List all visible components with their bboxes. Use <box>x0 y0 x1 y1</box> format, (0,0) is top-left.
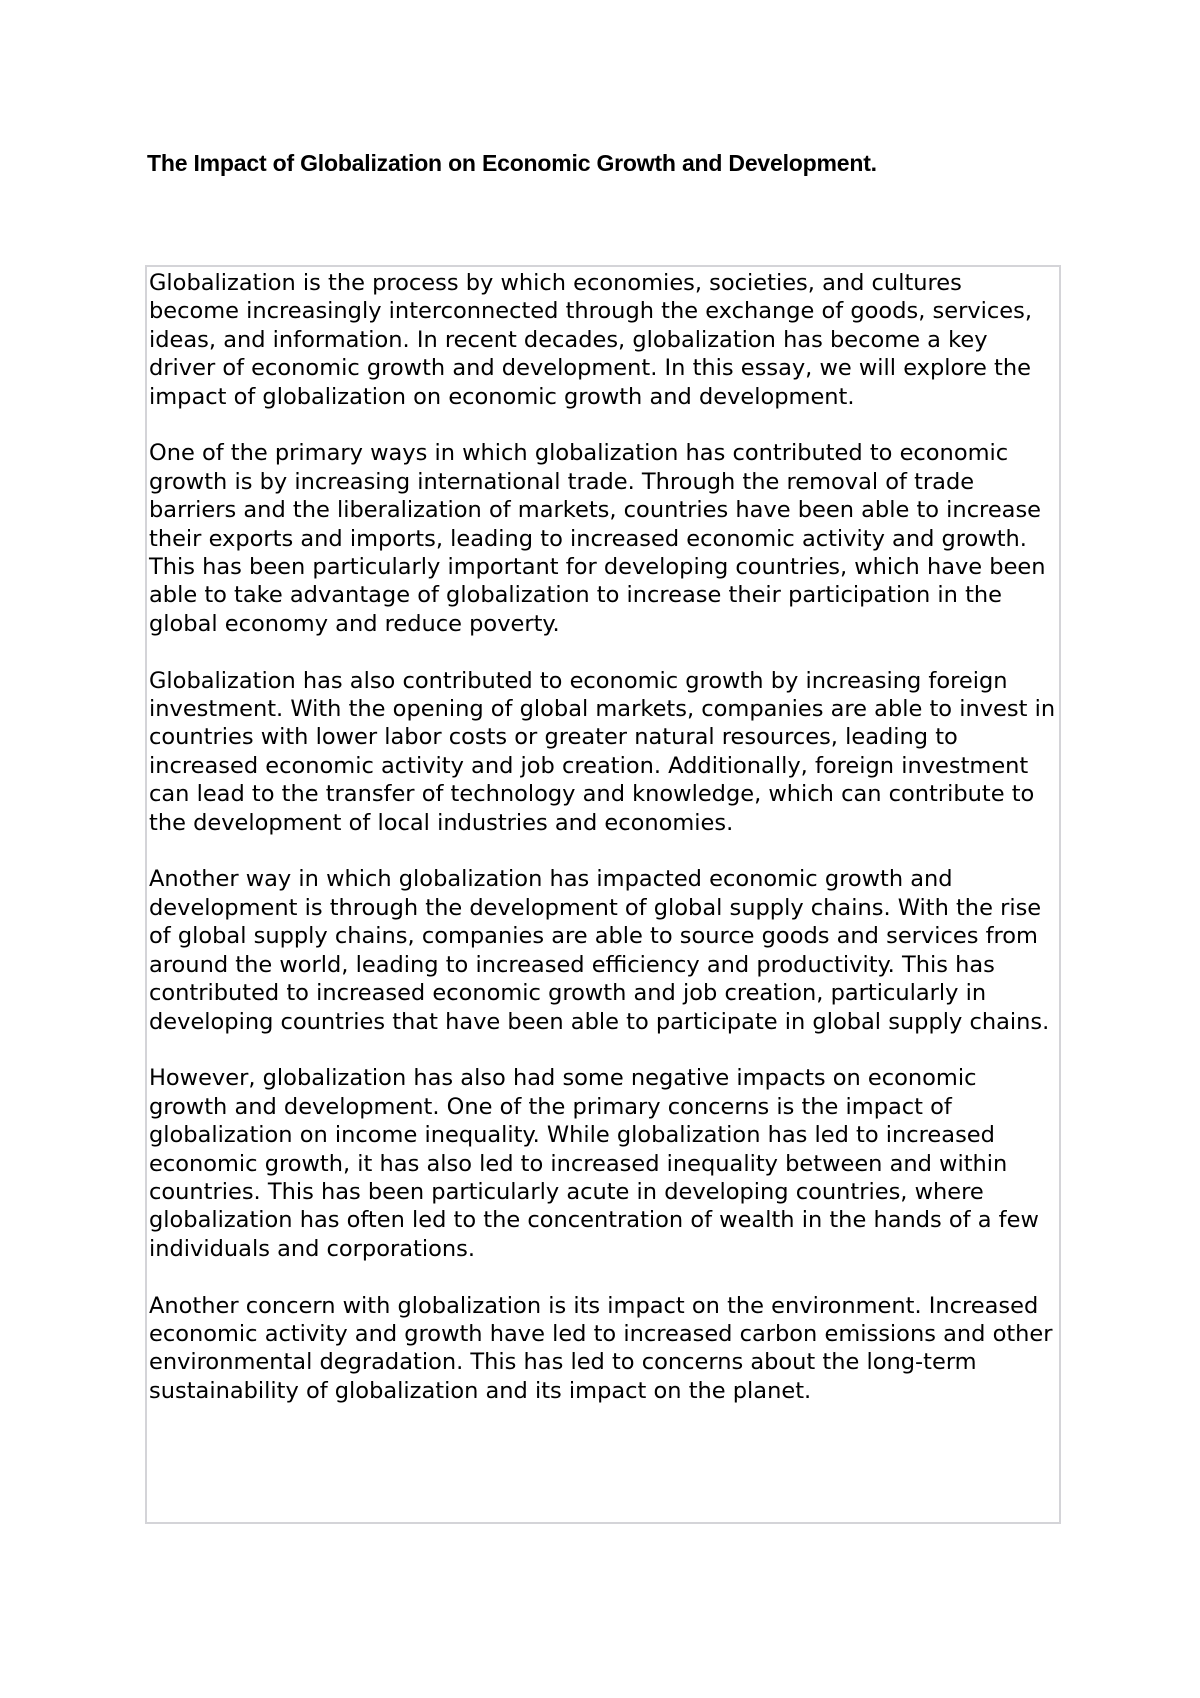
essay-paragraph: One of the primary ways in which globalization has contributed to economic growth is by increasing international trade. Through the removal of trade barriers and the liberalization of markets, countries have been able to increase their exports and imports, leading to increased economic activity and growth. This has been particularly important for developing countries, which have been able to take advantage of globalization to increase their participation in the global economy and reduce poverty. <box>149 440 1046 637</box>
essay-paragraph: Globalization has also contributed to economic growth by increasing foreign investment. With the opening of global markets, companies are able to invest in countries with lower labor costs or greater natural resources, leading to increased economic activity and job creation. Additionally, foreign investment can lead to the transfer of technology and knowledge, which can contribute to the development of local industries and economies. <box>149 667 1056 836</box>
essay-paragraph: Another concern with globalization is its impact on the environment. Increased economic activity and growth have led to increased carbon emissions and other environmental degradation. This has led to concerns about the long-term sustainability of globalization and its impact on the planet. <box>149 1292 1053 1404</box>
essay-paragraph: However, globalization has also had some negative impacts on economic growth and development. One of the primary concerns is the impact of globalization on income inequality. While globalization has led to increased economic growth, it has also led to increased inequality between and within countries. This has been particularly acute in developing countries, where globalization has often led to the concentration of wealth in the hands of a few individuals and corporations. <box>149 1065 1039 1262</box>
page-title: The Impact of Globalization on Economic Growth and Development. <box>147 150 877 176</box>
essay-text-box <box>145 265 1061 1524</box>
essay-paragraph: Globalization is the process by which economies, societies, and cultures become increasingly interconnected through the exchange of goods, services, ideas, and information. In recent decades, globalization has become a key driver of economic growth and development. In this essay, we will explore the impact of globalization on economic growth and development. <box>149 270 1032 410</box>
essay-paragraph: Another way in which globalization has impacted economic growth and development is through the development of global supply chains. With the rise of global supply chains, companies are able to source goods and services from around the world, leading to increased efficiency and productivity. This has contributed to increased economic growth and job creation, particularly in developing countries that have been able to participate in global supply chains. <box>149 866 1050 1035</box>
